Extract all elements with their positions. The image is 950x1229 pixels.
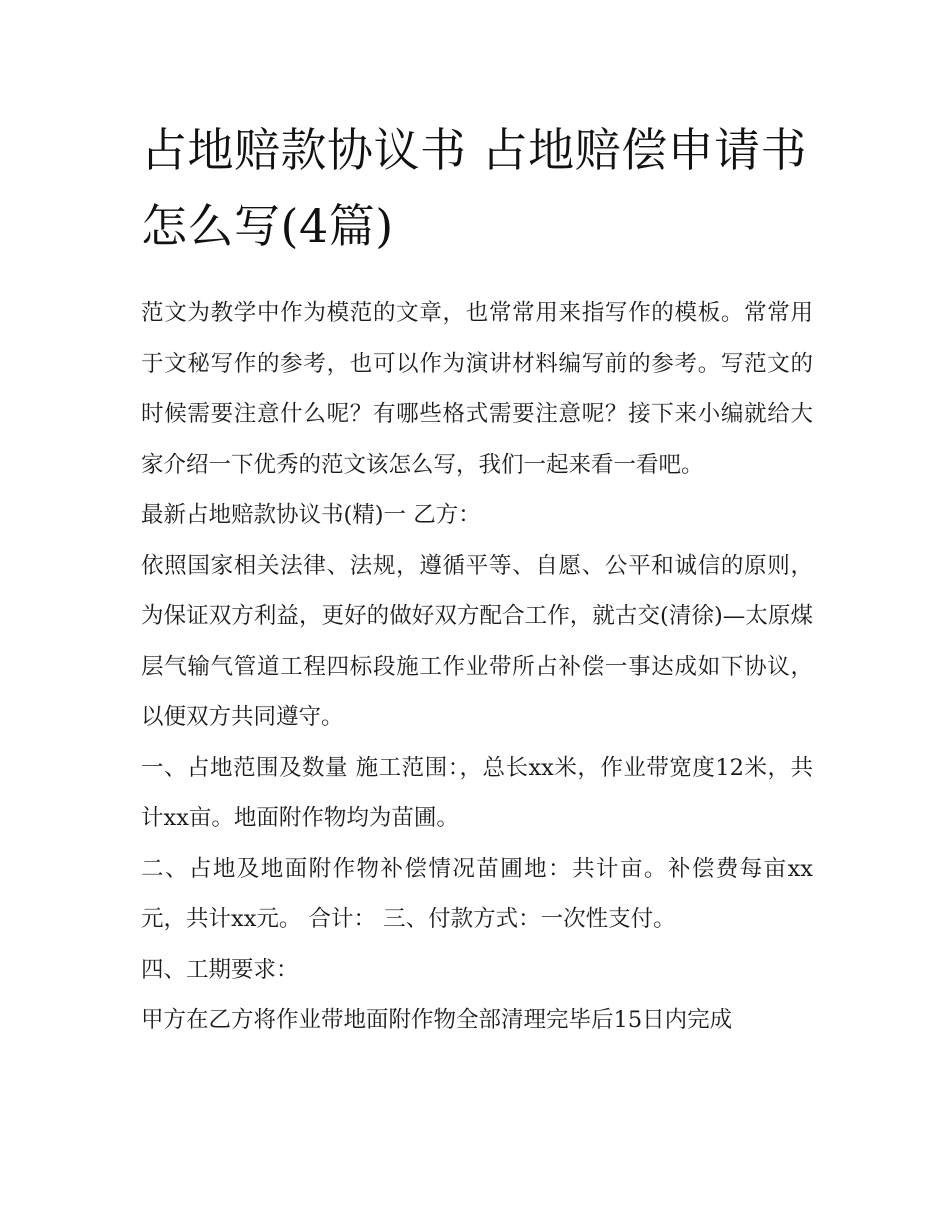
clause-1-scope: 一、占地范围及数量 施工范围：，总长xx米，作业带宽度12米，共计xx亩。地面附作物均为苗圃。 [141, 754, 813, 831]
clause-2-compensation: 二、占地及地面附作物补偿情况苗圃地：共计亩。补偿费每亩xx元，共计xx元。 合计： 三、付款方式：一次性支付。 [141, 855, 813, 932]
agreement-heading: 最新占地赔款协议书(精)一 乙方： [141, 502, 481, 528]
document-body [141, 112, 813, 1046]
intro-paragraph: 范文为教学中作为模范的文章，也常常用来指写作的模板。常常用于文秘写作的参考，也可以作为演讲材料编写前的参考。写范文的时候需要注意什么呢？有哪些格式需要注意呢？接下来小编就给大家介绍一下优秀的范文该怎么写，我们一起来看一看吧。 [141, 300, 813, 478]
clause-4-text: 甲方在乙方将作业带地面附作物全部清理完毕后15日内完成 [141, 1007, 733, 1033]
agreement-preamble: 依照国家相关法律、法规，遵循平等、自愿、公平和诚信的原则，为保证双方利益，更好的做好双方配合工作，就古交(清徐)—太原煤层气输气管道工程四标段施工作业带所占补偿一事达成如下协议，以便双方共同遵守。 [141, 552, 813, 730]
document-title: 占地赔款协议书 占地赔偿申请书怎么写(4篇) [141, 123, 808, 253]
clause-4-heading: 四、工期要求： [141, 956, 299, 983]
